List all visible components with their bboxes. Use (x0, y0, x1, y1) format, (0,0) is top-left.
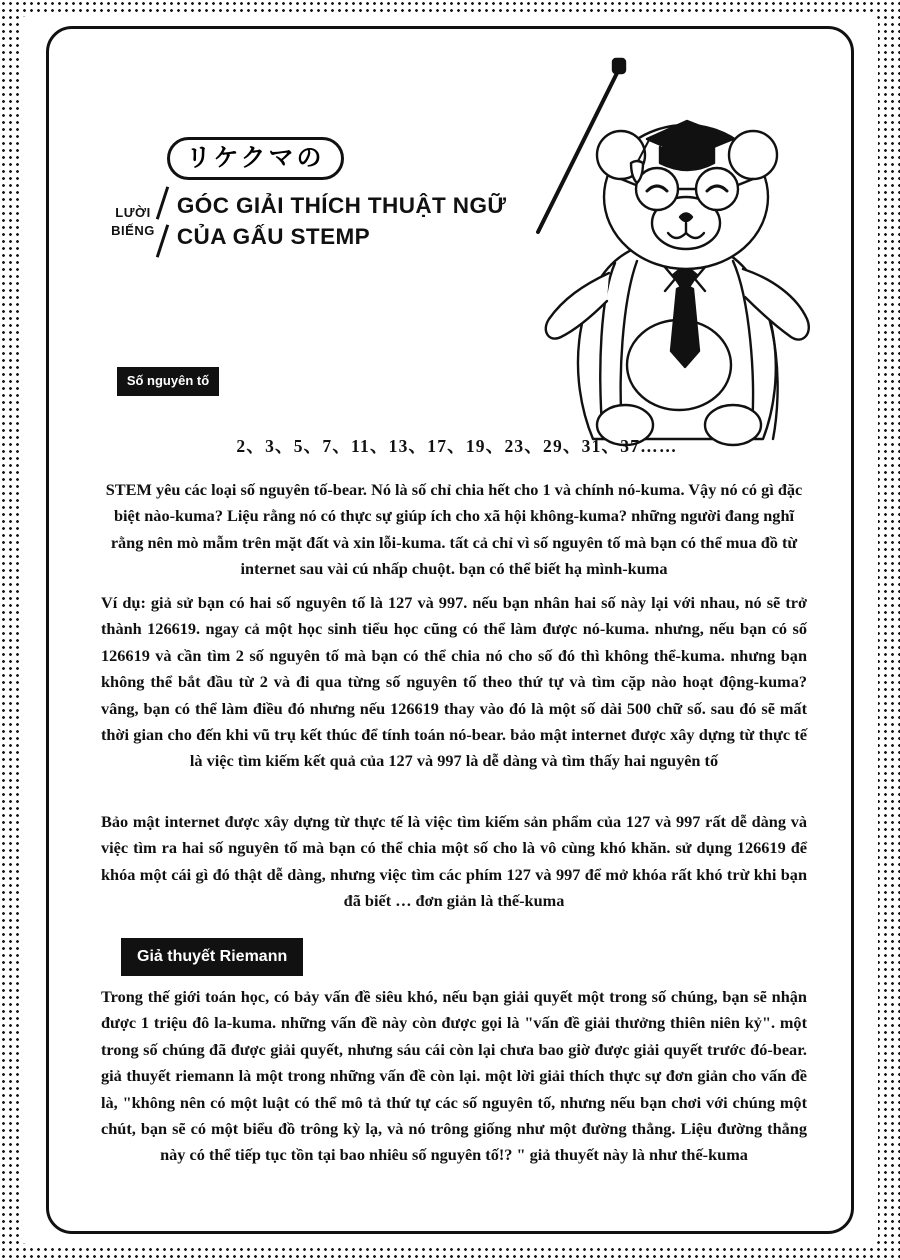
japanese-title-badge: リケクマの (167, 137, 344, 180)
paragraph-1: STEM yêu các loại số nguyên tố-bear. Nó là số chỉ chia hết cho 1 và chính nó-kuma. Vậy nó có gì đặc biệt nào-kuma? Liệu rằng nó có thực sự giúp ích cho xã hội không-kuma? những người đang nghĩ rằng nên mò mẫm trên mặt đất và xin lỗi-kuma. tất cả chỉ vì số nguyên tố mà bạn có thể mua đồ từ internet sau vài cú nhấp chuột. bạn có thể biết hạ mình-kuma (105, 480, 803, 579)
section-tag-riemann: Giả thuyết Riemann (121, 938, 303, 976)
paragraph-4: Trong thế giới toán học, có bảy vấn đề siêu khó, nếu bạn giải quyết một trong số chúng, bạn sẽ nhận được 1 triệu đô la-kuma. những vấn đề này còn được gọi là "vấn đề giải thưởng thiên niên kỷ". một trong số chúng đã được giải quyết, nhưng sáu cái còn lại chưa bao giờ được giải quyết trước đó-bear. giả thuyết riemann là một trong những vấn đề còn lại. một lời giải thích thực sự đơn giản cho vấn đề là, "không nên có một luật có thể mô tả thứ tự các số nguyên tố, nhưng nếu bạn chơi với chúng một chút, bạn sẽ có một biểu đồ trông kỳ lạ, và nó trông giống như một đường thẳng. Liệu đường thẳng này có thể tiếp tục tồn tại bao nhiêu số nguyên tố!? " giả thuyết này là như thế-kuma (101, 987, 807, 1165)
section-tag-prime: Số nguyên tố (117, 367, 219, 396)
prime-number-list: 2、3、5、7、11、13、17、19、23、29、31、37…… (236, 436, 678, 456)
lazy-label-line1: LƯỜI (115, 205, 151, 221)
stemp-bear-graduate-icon (497, 47, 827, 447)
paragraph-2: Ví dụ: giả sử bạn có hai số nguyên tố là 127 và 997. nếu bạn nhân hai số này lại với nhau, nó sẽ trở thành 126619. ngay cả một học sinh tiểu học cũng có thể làm được nó-kuma. nhưng, nếu bạn có số 126619 và cần tìm 2 số nguyên tố mà bạn có thể chia nó cho số đó thì không thể-kuma. nhưng bạn không thể bắt đầu từ 2 và đi qua từng số nguyên tố theo thứ tự và tìm cặp nào hoạt động-kuma? vâng, bạn có thể làm điều đó nhưng nếu 126619 thay vào đó là một số dài 500 chữ số. sau đó sẽ mất thời gian cho đến khi vũ trụ kết thúc để tính toán nó-bear. bảo mật internet được xây dựng từ thực tế là việc tìm kiếm kết quả của 127 và 997 là dễ dàng và tìm thấy hai nguyên tố (101, 593, 807, 771)
title-row (107, 190, 527, 254)
double-slash-icon (159, 190, 171, 254)
title-block (107, 137, 527, 254)
paragraph-3: Bảo mật internet được xây dựng từ thực tế là việc tìm kiếm sản phẩm của 127 và 997 rất dễ dàng và việc tìm ra hai số nguyên tố mà bạn có thể chia một số cho là vô cùng khó khăn. sử dụng 126619 để khóa một cái gì đó thật dễ dàng, nhưng việc tìm các phím 127 và 997 để mở khóa rất khó trừ khi bạn đã biết … đơn giản là thế-kuma (101, 812, 807, 911)
lazy-label (107, 204, 159, 239)
comic-panel (46, 26, 854, 1234)
page-title: GÓC GIẢI THÍCH THUẬT NGỮ CỦA GẤU STEMP (176, 193, 507, 249)
panel-inner (49, 29, 851, 1231)
lazy-label-line2: BIẾNG (111, 223, 155, 238)
